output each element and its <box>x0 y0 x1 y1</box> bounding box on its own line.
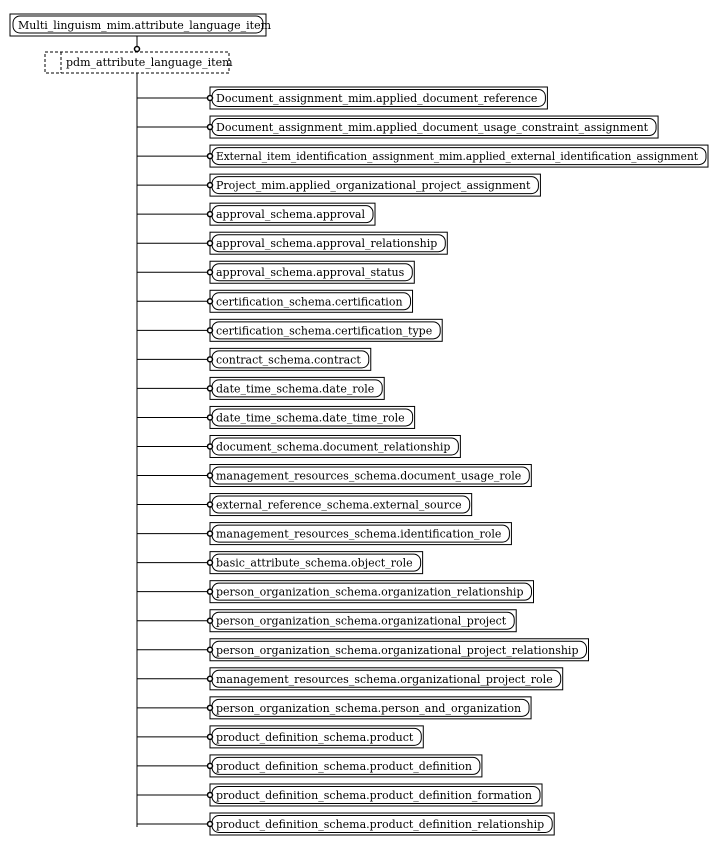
item-label: management_resources_schema.document_usage_role <box>216 469 522 483</box>
item-entity[interactable] <box>137 813 554 835</box>
item-label: product_definition_schema.product_definition <box>216 759 472 773</box>
item-entity[interactable] <box>137 755 482 777</box>
item-connector-circle <box>208 618 213 623</box>
item-entity[interactable] <box>137 116 658 138</box>
select-type[interactable] <box>45 52 233 73</box>
item-label: person_organization_schema.organization_relationship <box>216 585 524 599</box>
item-entity[interactable] <box>137 174 540 196</box>
item-label: date_time_schema.date_role <box>216 382 375 396</box>
item-entity[interactable] <box>137 465 531 487</box>
item-label: product_definition_schema.product <box>216 730 414 744</box>
item-label: product_definition_schema.product_definition_relationship <box>216 818 545 831</box>
item-entity[interactable] <box>137 697 531 719</box>
item-entity[interactable] <box>137 581 534 603</box>
item-connector-circle <box>208 589 213 594</box>
item-label: Document_assignment_mim.applied_document_reference <box>216 92 538 105</box>
item-connector-circle <box>208 676 213 681</box>
item-entity[interactable] <box>137 668 563 690</box>
item-label: contract_schema.contract <box>216 353 361 367</box>
item-connector-circle <box>208 299 213 304</box>
item-label: person_organization_schema.organizational_project <box>216 614 507 628</box>
item-connector-circle <box>208 357 213 362</box>
item-label: External_item_identification_assignment_mim.applied_external_identification_assignment <box>216 150 699 164</box>
item-entity[interactable] <box>137 261 414 283</box>
item-entity[interactable] <box>137 784 542 806</box>
item-connector-circle <box>208 792 213 797</box>
item-entity[interactable] <box>137 610 516 632</box>
item-connector-circle <box>208 270 213 275</box>
root-connector-circle <box>135 47 140 52</box>
item-connector-circle <box>208 444 213 449</box>
root-entity-label: Multi_linguism_mim.attribute_language_item <box>18 19 272 32</box>
item-entity[interactable] <box>137 145 708 167</box>
item-connector-circle <box>208 241 213 246</box>
item-connector-circle <box>208 531 213 536</box>
item-label: Project_mim.applied_organizational_project_assignment <box>216 179 531 193</box>
item-connector-circle <box>208 647 213 652</box>
item-connector-circle <box>208 734 213 739</box>
item-connector-circle <box>208 473 213 478</box>
item-label: person_organization_schema.person_and_organization <box>216 701 522 715</box>
item-connector-circle <box>208 705 213 710</box>
item-connector-circle <box>208 763 213 768</box>
item-entity[interactable] <box>137 203 375 225</box>
item-connector-circle <box>208 502 213 507</box>
item-label: approval_schema.approval_status <box>216 266 405 280</box>
select-type-label: pdm_attribute_language_item <box>66 56 233 69</box>
item-connector-circle <box>208 183 213 188</box>
item-entity[interactable] <box>137 348 371 370</box>
item-connector-circle <box>208 212 213 217</box>
item-entity[interactable] <box>137 290 413 312</box>
root-entity[interactable] <box>10 14 272 36</box>
item-label: Document_assignment_mim.applied_document_usage_constraint_assignment <box>216 121 649 135</box>
item-connector-circle <box>208 154 213 159</box>
item-entity[interactable] <box>137 435 460 457</box>
item-connector-circle <box>208 415 213 420</box>
item-entity[interactable] <box>137 87 547 109</box>
item-label: approval_schema.approval <box>216 208 366 222</box>
item-label: external_reference_schema.external_source <box>216 498 462 512</box>
item-label: date_time_schema.date_time_role <box>216 411 405 425</box>
item-label: management_resources_schema.identification_role <box>216 527 502 541</box>
item-entity[interactable] <box>137 494 472 516</box>
item-entity[interactable] <box>137 552 423 574</box>
item-connector-circle <box>208 328 213 333</box>
item-entity[interactable] <box>137 232 447 254</box>
item-label: management_resources_schema.organizational_project_role <box>216 672 553 686</box>
item-entity[interactable] <box>137 319 442 341</box>
item-entity[interactable] <box>137 523 511 545</box>
item-label: person_organization_schema.organizational_project_relationship <box>216 643 579 657</box>
item-label: document_schema.document_relationship <box>216 440 451 454</box>
item-label: basic_attribute_schema.object_role <box>216 556 413 570</box>
item-connector-circle <box>208 386 213 391</box>
item-connector-circle <box>208 822 213 827</box>
item-connector-circle <box>208 125 213 130</box>
items-layer <box>137 87 708 835</box>
item-connector-circle <box>208 560 213 565</box>
item-entity[interactable] <box>137 406 415 428</box>
item-entity[interactable] <box>137 377 384 399</box>
item-label: certification_schema.certification <box>216 295 403 309</box>
item-label: approval_schema.approval_relationship <box>216 237 438 251</box>
item-entity[interactable] <box>137 639 589 661</box>
item-entity[interactable] <box>137 726 423 748</box>
item-connector-circle <box>208 96 213 101</box>
item-label: product_definition_schema.product_definition_formation <box>216 788 533 802</box>
item-label: certification_schema.certification_type <box>216 324 433 338</box>
